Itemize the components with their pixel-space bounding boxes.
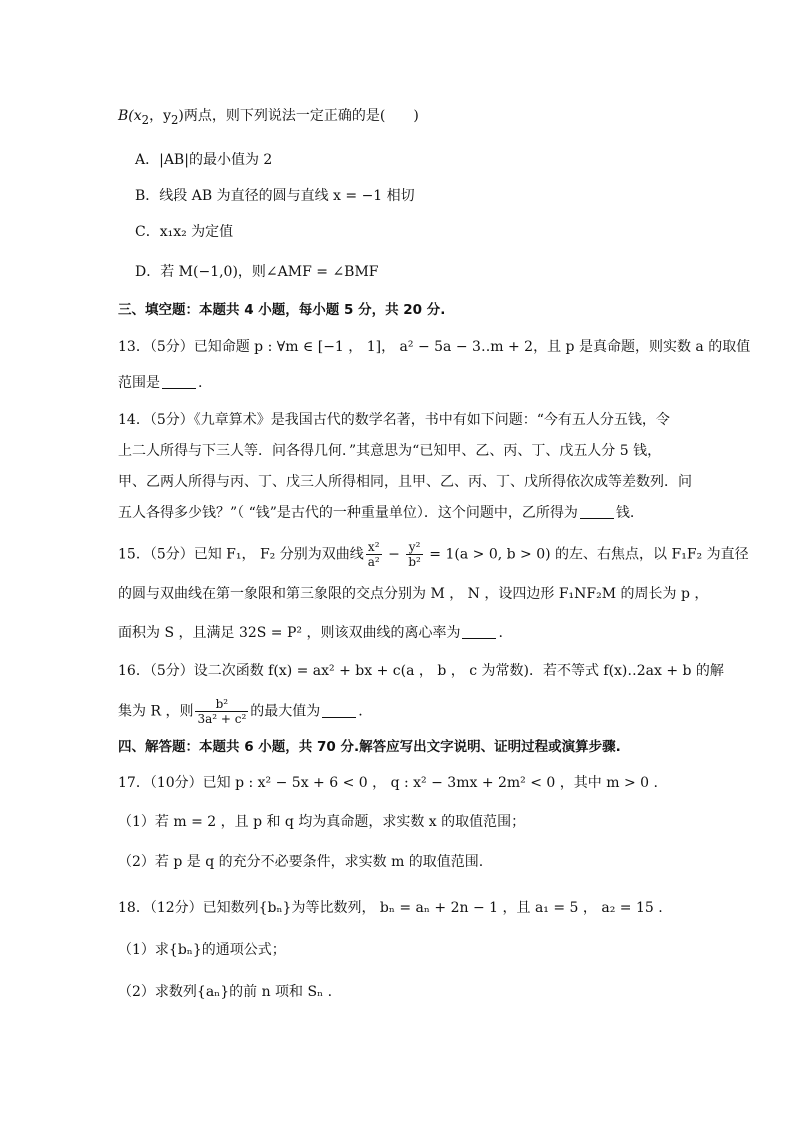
q14-unit: 钱. [615,505,635,521]
q14-answer-blank [580,504,614,519]
q15-frac1-num: x² [366,540,382,555]
section-3-heading: 三、填空题：本题共 4 小题，每小题 5 分，共 20 分. [118,302,446,318]
q16-answer-blank [322,703,356,718]
q12-comma: ，y [149,108,171,124]
q18-line-1: 18．（12分）已知数列{bₙ}为等比数列， bₙ = aₙ + 2n − 1 ，且 a₁ = 5 ， a₂ = 15 . [118,900,663,916]
q12-question: )两点，则下列说法一定正确的是( ) [178,108,419,124]
q15-answer-blank [462,624,496,639]
q13-line-2-text: 范围是 [118,375,160,391]
q15-line-1-text: 15．（5分）已知 F₁， F₂ 分别为双曲线 [118,546,364,563]
q14-line-1: 14．（5分）《九章算术》是我国古代的数学名著，书中有如下问题：“今有五人分五钱，令 [118,412,670,428]
q15-fraction-x [366,540,382,569]
q16-frac-num: b² [195,697,248,712]
q16-line-2 [118,697,363,726]
q15-line-1 [118,540,749,569]
q16-frac-den: 3a² + c² [197,712,247,726]
q16-fraction [195,697,248,726]
q15-line-3-text: 面积为 S ，且满足 32S = P² ，则该双曲线的离心率为 [118,625,461,641]
q13-period: . [198,375,203,391]
q15-line-3 [118,623,503,643]
section-4-heading: 四、解答题：本题共 6 小题，共 70 分.解答应写出文字说明、证明过程或演算步骤. [118,739,621,755]
q12-option-a: A．|AB|的最小值为 2 [135,152,273,168]
q14-line-2: 上二人所得与下三人等．问各得几何．”其意思为“已知甲、乙、丙、丁、戊五人分 5 钱， [118,443,662,459]
q16-line-2-mid: 的最大值为 [250,703,321,720]
q12-option-b: B．线段 AB 为直径的圆与直线 x = −1 相切 [135,188,415,204]
q14-line-3: 甲、乙两人所得与丙、丁、戊三人所得相同，且甲、乙、丙、丁、戊所得依次成等差数列．问 [118,474,692,490]
q17-part-1: （1）若 m = 2 ，且 p 和 q 均为真命题，求实数 x 的取值范围； [118,814,526,830]
q14-line-4-text: 五人各得多少钱？”（ “钱”是古代的一种重量单位）．这个问题中，乙所得为 [118,505,578,521]
q17-line-1: 17．（10分）已知 p : x² − 5x + 6 < 0 ， q : x² − 3mx + 2m² < 0 ，其中 m > 0 . [118,775,658,791]
q17-part-2: （2）若 p 是 q 的充分不必要条件，求实数 m 的取值范围. [118,854,484,870]
q15-frac2-num: y² [406,540,423,555]
q12-option-d: D．若 M(−1,0)，则∠AMF = ∠BMF [135,264,379,280]
q15-minus: − [383,546,405,563]
q15-frac2-den: b² [408,555,421,569]
q12-stem-tail: $B(x_2$，$y_2$)两点，则下列说法一定正确的是( ) [118,108,419,127]
q12-option-c: C．x₁x₂ 为定值 [135,224,234,240]
q13-line-2 [118,373,202,393]
q18-part-1: （1）求{bₙ}的通项公式； [118,942,286,958]
q18-part-2: （2）求数列{aₙ}的前 n 项和 Sₙ . [118,984,333,1000]
q15-line-1-post: = 1(a > 0, b > 0) 的左、右焦点，以 F₁F₂ 为直径 [424,546,749,563]
q13-answer-blank [162,374,196,389]
q14-line-4 [118,503,634,523]
q15-frac1-den: a² [367,555,380,569]
q15-fraction-y [406,540,423,569]
q15-period: . [498,625,503,641]
q16-period: . [358,703,363,720]
q15-line-2: 的圆与双曲线在第一象限和第三象限的交点分别为 M ， N ，设四边形 F₁NF₂M 的周长为 p ， [118,586,709,602]
q16-line-1: 16．（5分）设二次函数 f(x) = ax² + bx + c(a ， b ， c 为常数)．若不等式 f(x)‥2ax + b 的解 [118,663,724,679]
q13-line-1: 13．（5分）已知命题 p : ∀m ∈ [−1 ， 1]， a² − 5a − 3‥m + 2，且 p 是真命题，则实数 a 的取值 [118,339,751,355]
q16-line-2-text: 集为 R ，则 [118,703,194,720]
q12-point-b: B(x [118,108,142,124]
